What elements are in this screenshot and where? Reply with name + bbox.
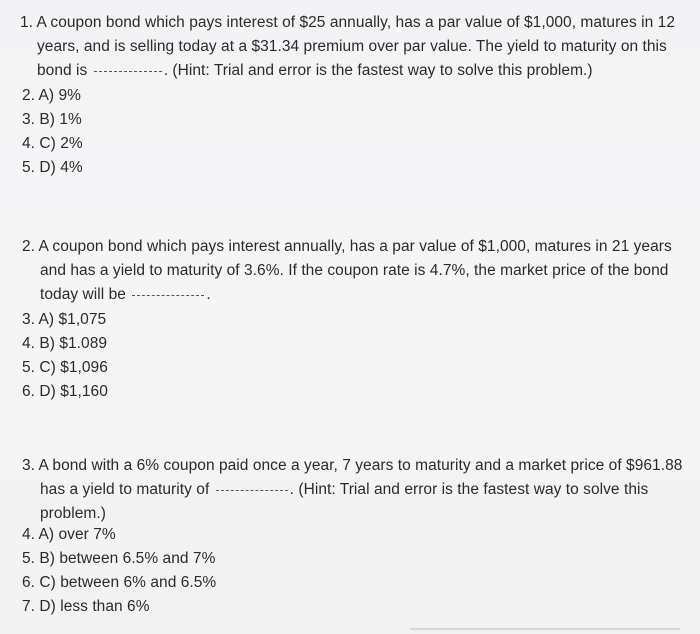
question-2-option-c: 5. C) $1,096 xyxy=(22,359,108,376)
question-3-option-b: 5. B) between 6.5% and 7% xyxy=(22,550,216,567)
question-3-option-d: 7. D) less than 6% xyxy=(22,598,150,615)
question-2-option-b: 4. B) $1.089 xyxy=(22,335,108,352)
question-1-stem-line-1: 1. A coupon bond which pays interest of $25 annually, has a par value of $1,000, matures in 12 xyxy=(20,14,675,31)
answer-blank xyxy=(216,490,288,491)
question-2-stem-line-3 xyxy=(40,284,211,306)
divider xyxy=(410,628,680,630)
question-3-stem-suffix: . (Hint: Trial and error is the fastest way to solve this xyxy=(289,481,649,498)
question-2-stem-line-1: 2. A coupon bond which pays interest annually, has a par value of $1,000, matures in 21 years xyxy=(22,238,672,255)
question-1-option-d: 5. D) 4% xyxy=(22,159,83,176)
question-1-option-c: 4. C) 2% xyxy=(22,135,83,152)
question-1-option-a: 2. A) 9% xyxy=(22,87,81,104)
question-3-option-a: 4. A) over 7% xyxy=(22,526,116,543)
question-1-stem-line-2: years, and is selling today at a $31.34 premium over par value. The yield to maturity on this xyxy=(37,38,667,55)
question-2-option-d: 6. D) $1,160 xyxy=(22,383,108,400)
question-2-option-a: 3. A) $1,075 xyxy=(22,311,107,328)
question-3-stem-line-1: 3. A bond with a 6% coupon paid once a year, 7 years to maturity and a market price of $961.88 xyxy=(22,457,683,474)
question-3-option-c: 6. C) between 6% and 6.5% xyxy=(22,574,217,591)
question-1-stem-prefix: bond is xyxy=(37,62,88,79)
question-3-stem-line-2 xyxy=(40,479,648,501)
question-3-stem-prefix: has a yield to maturity of xyxy=(40,481,210,498)
answer-blank xyxy=(132,295,204,296)
question-2-stem-prefix: today will be xyxy=(40,286,126,303)
question-1-option-b: 3. B) 1% xyxy=(22,111,82,128)
question-2-stem-line-2: and has a yield to maturity of 3.6%. If the coupon rate is 4.7%, the market price of the bond xyxy=(40,262,669,279)
question-1-stem-line-3 xyxy=(37,60,593,82)
question-2-stem-suffix: . xyxy=(206,286,211,303)
question-3-stem-line-3: problem.) xyxy=(40,505,106,522)
question-1-stem-suffix: . (Hint: Trial and error is the fastest way to solve this problem.) xyxy=(163,62,593,79)
answer-blank xyxy=(94,71,162,72)
